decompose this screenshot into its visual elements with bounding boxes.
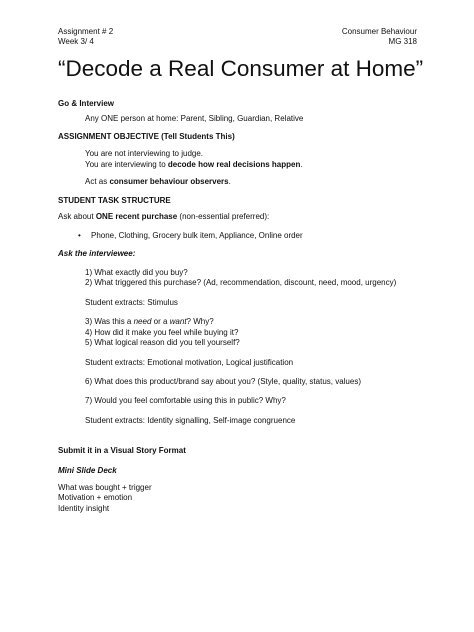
structure-heading: STUDENT TASK STRUCTURE [58,196,171,206]
go-interview-text: Any ONE person at home: Parent, Sibling, Guardian, Relative [85,114,304,124]
go-interview-heading: Go & Interview [58,99,115,108]
header-right [342,27,417,48]
question-7: 7) Would you feel comfortable using this in public? Why? [85,396,286,406]
question-5: 5) What logical reason did you tell yourself? [85,338,240,348]
extract-identity: Student extracts: Identity signalling, Self-image congruence [85,415,296,425]
bullet-symbol: • [78,231,81,241]
question-4: 4) How did it make you feel while buying it? [85,327,239,337]
submit-subheading: Mini Slide Deck [58,465,117,475]
header-left [58,27,113,48]
bullet-item [58,231,418,241]
document-body [58,99,418,514]
submit-heading: Submit it in a Visual Story Format [58,446,186,456]
question-1: 1) What exactly did you buy? [85,268,188,278]
objective-line-3: Act as consumer behaviour observers. [85,177,231,187]
objective-emphasis-2: consumer behaviour observers [109,177,229,187]
week-label: Week 3/ 4 [58,37,94,47]
objective-emphasis-1: decode how real decisions happen [167,159,301,169]
deck-item-3: Identity insight [58,503,110,513]
question-3: 3) Was this a need or a want? Why? [85,317,214,327]
extract-stimulus: Student extracts: Stimulus [85,297,178,307]
course-name: Consumer Behaviour [341,27,417,36]
objective-line-1: You are not interviewing to judge. [85,149,204,159]
deck-item-1: What was bought + trigger [58,482,152,492]
need-emphasis: need [133,317,152,327]
objective-line-2: You are interviewing to decode how real decisions happen. [85,159,303,169]
deck-item-2: Motivation + emotion [58,493,133,503]
question-group-1 [58,268,418,426]
objective-heading: ASSIGNMENT OBJECTIVE (Tell Students This) [58,131,235,141]
interviewee-heading: Ask the interviewee: [58,248,136,258]
extract-emotion: Student extracts: Emotional motivation, Logical justification [85,357,294,367]
structure-ask-line: Ask about ONE recent purchase (non-essential preferred): [58,211,270,221]
bullet-text: Phone, Clothing, Grocery bulk item, Appliance, Online order [91,231,303,241]
want-emphasis: want [169,317,187,327]
assignment-number: Assignment # 2 [58,27,114,36]
question-2: 2) What triggered this purchase? (Ad, recommendation, discount, need, mood, urgency) [85,278,397,288]
course-code: MG 318 [388,37,417,47]
structure-emphasis: ONE recent purchase [95,211,178,221]
question-6: 6) What does this product/brand say about you? (Style, quality, status, values) [85,376,361,386]
document-title: “Decode a Real Consumer at Home” [58,56,424,81]
